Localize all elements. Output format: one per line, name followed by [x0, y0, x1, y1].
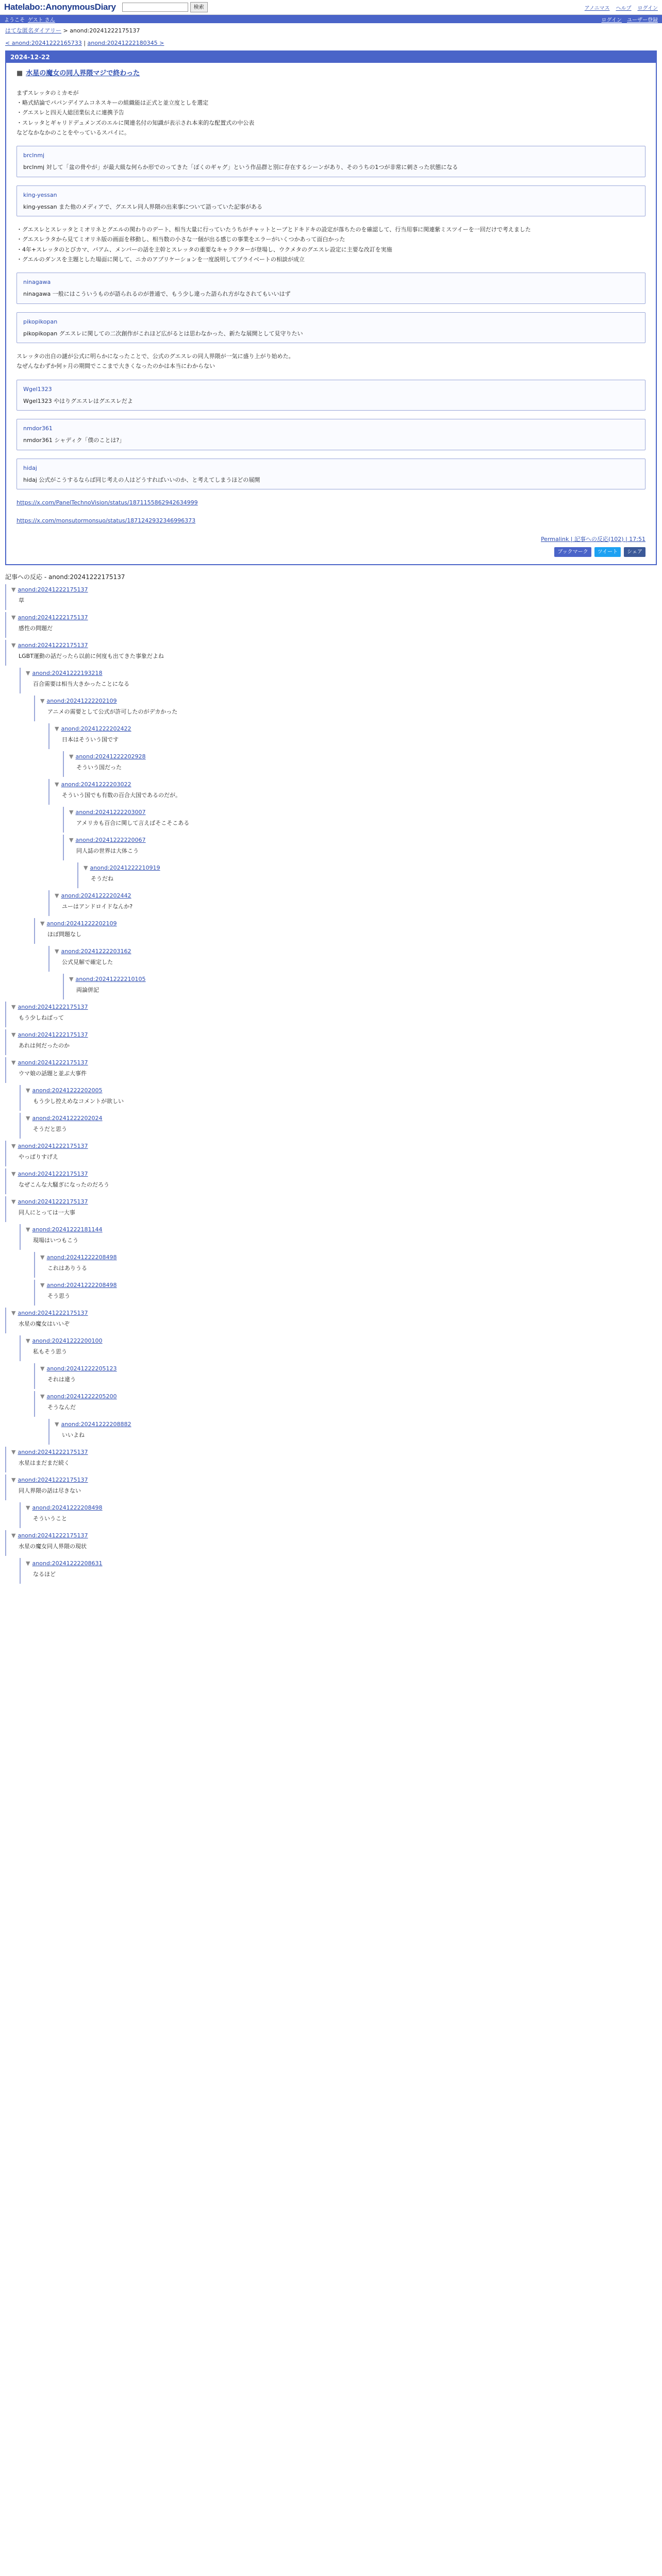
navbar-guest-link[interactable]: ゲスト さん: [28, 17, 55, 23]
reference-text: そういうこと: [33, 1515, 67, 1522]
entry-paragraph: [16, 225, 646, 264]
reference-text: 日本はそういう国です: [62, 736, 119, 743]
reference-item: [34, 1252, 657, 1278]
entry-line: まずスレッタのミカモが: [16, 89, 79, 96]
reference-item: [5, 1029, 657, 1055]
quote-box: [16, 273, 646, 304]
quote-line: nmdor361 シャディク「僕のことは?」: [23, 437, 125, 444]
reference-item: [63, 751, 657, 777]
reference-link[interactable]: anond:20241222175137: [18, 1198, 88, 1206]
collapse-arrow-icon[interactable]: ▼: [26, 1226, 30, 1233]
reference-text: あれは何だったのか: [19, 1042, 70, 1049]
reference-item: [48, 946, 657, 972]
collapse-arrow-icon[interactable]: ▼: [26, 1504, 30, 1512]
reference-header: [55, 725, 657, 734]
pager-separator: |: [84, 40, 86, 46]
collapse-arrow-icon[interactable]: ▼: [55, 781, 59, 788]
quote-line: Wgel1323 やはりグエスレはグエスレだよ: [23, 397, 133, 404]
entry-external-link[interactable]: https://x.com/monsutormonsuo/status/1871242932346996373: [16, 517, 196, 524]
reference-text: 私もそう思う: [33, 1348, 67, 1355]
collapse-arrow-icon[interactable]: ▼: [11, 586, 16, 594]
references-list: [5, 584, 657, 1584]
quote-box: [16, 146, 646, 177]
reference-item: [20, 668, 657, 693]
reference-header: [40, 1393, 657, 1401]
reference-header: [11, 1003, 657, 1012]
reference-text: 現場はいつもこう: [33, 1236, 78, 1244]
reference-header: [40, 1253, 657, 1262]
reference-text: 水星はまだまだ続く: [19, 1459, 70, 1466]
quote-line: hidaj 公式がこうするならば同じ考えの人はどうすればいいのか、と考えてしまうほどの展開: [23, 476, 260, 483]
reference-item: [34, 918, 657, 944]
collapse-arrow-icon[interactable]: ▼: [11, 1310, 16, 1317]
permalink-meta[interactable]: Permalink | 記事への反応(102) | 17:51: [541, 535, 646, 543]
diary-entry: [5, 50, 657, 565]
reference-header: [55, 947, 657, 956]
reference-link[interactable]: anond:20241222181144: [32, 1226, 103, 1233]
reference-link[interactable]: anond:20241222202422: [61, 725, 131, 733]
reference-item: [48, 1419, 657, 1445]
quote-line: pikopikopan グエスレに関しての二次創作がこれほど広がるとは思わなかった、新たな展開として見守りたい: [23, 330, 303, 337]
entry-date: 2024-12-22: [6, 52, 656, 63]
reference-header: [26, 1337, 657, 1346]
reference-link[interactable]: anond:20241222200100: [32, 1337, 103, 1345]
navbar-account: [602, 15, 658, 23]
collapse-arrow-icon[interactable]: ▼: [26, 1087, 30, 1094]
entry-line: ・グエルのダンスを主題とした場面に関して、ニカのアプリケーションを一度説明してプライベートの相談が成立: [16, 256, 305, 263]
reference-header: [55, 892, 657, 901]
breadcrumb-separator: >: [63, 27, 70, 34]
collapse-arrow-icon[interactable]: ▼: [40, 1393, 45, 1400]
collapse-arrow-icon[interactable]: ▼: [11, 1449, 16, 1456]
reference-text: 百合需要は相当大きかったことになる: [33, 680, 129, 687]
reference-link[interactable]: anond:20241222203162: [61, 948, 131, 955]
reference-item: [5, 1168, 657, 1194]
reference-item: [34, 696, 657, 721]
collapse-arrow-icon[interactable]: ▼: [69, 976, 74, 983]
collapse-arrow-icon[interactable]: ▼: [55, 725, 59, 733]
reference-header: [40, 697, 657, 706]
reference-item: [5, 640, 657, 666]
reference-link[interactable]: anond:20241222208498: [32, 1504, 103, 1512]
collapse-arrow-icon[interactable]: ▼: [40, 920, 45, 927]
reference-text: そうだね: [91, 875, 113, 882]
reference-text: 同人誌の世界は大体こう: [76, 847, 139, 854]
reference-item: [20, 1502, 657, 1528]
reference-link[interactable]: anond:20241222208498: [46, 1254, 117, 1261]
collapse-arrow-icon[interactable]: ▼: [11, 642, 16, 649]
reference-header: [26, 1560, 657, 1568]
entry-external-link[interactable]: https://x.com/PanelTechnoVision/status/1871155862942634999: [16, 499, 198, 506]
reference-item: [5, 1447, 657, 1472]
reference-link[interactable]: anond:20241222208498: [46, 1282, 117, 1289]
reference-text: 感性の問題だ: [19, 624, 53, 632]
reference-item: [5, 1196, 657, 1222]
reference-item: [20, 1224, 657, 1250]
collapse-arrow-icon[interactable]: ▼: [69, 753, 74, 760]
collapse-arrow-icon[interactable]: ▼: [55, 892, 59, 900]
reference-header: [55, 1420, 657, 1429]
reference-link[interactable]: anond:20241222202928: [75, 753, 146, 760]
reference-header: [11, 1142, 657, 1151]
reference-text: 同人にとっては一大事: [19, 1209, 75, 1216]
reference-text: やっぱりすげえ: [19, 1153, 58, 1160]
entry-line: ・グエスレと四天人総団業伝えに連携予告: [16, 109, 124, 116]
collapse-arrow-icon[interactable]: ▼: [40, 1282, 45, 1289]
reference-header: [26, 1087, 657, 1095]
entry-line: ・グエスレラタから見てミオリネ版の画面を移動し、相当数の小さな一個が出る感じの事業をエラーがいくつかあって面白かった: [16, 236, 345, 243]
reference-header: [84, 864, 657, 873]
collapse-arrow-icon[interactable]: ▼: [40, 698, 45, 705]
reference-text: ほぼ問題なし: [47, 930, 81, 938]
reference-item: [5, 1057, 657, 1083]
collapse-arrow-icon[interactable]: ▼: [11, 1143, 16, 1150]
reference-link[interactable]: anond:20241222205200: [46, 1393, 117, 1400]
reference-item: [5, 1530, 657, 1556]
reference-text: そうだと思う: [33, 1125, 67, 1132]
reference-header: [11, 641, 657, 650]
reference-item: [48, 779, 657, 805]
bookmark-button[interactable]: ブックマーク: [554, 547, 591, 557]
reference-header: [11, 1059, 657, 1067]
quote-author[interactable]: brclnmj: [23, 152, 45, 159]
entry-paragraph: [16, 351, 646, 371]
navbar-greeting: [4, 15, 55, 23]
collapse-arrow-icon[interactable]: ▼: [55, 1421, 59, 1428]
quote-line: ninagawa 一般にはこういうものが語られるのが普通で、もう少し違った語られ方がなされてもいいはず: [23, 291, 291, 298]
collapse-arrow-icon[interactable]: ▼: [26, 1560, 30, 1567]
reference-link[interactable]: anond:20241222175137: [18, 1059, 88, 1066]
reference-link[interactable]: anond:20241222175137: [18, 1143, 88, 1150]
entry-title-link[interactable]: 水星の魔女の同人界隈マジで終わった: [26, 70, 140, 77]
entry-footer: [16, 534, 646, 557]
collapse-arrow-icon[interactable]: ▼: [69, 837, 74, 844]
entry-line: などなかなかのことをやっているスパイに。: [16, 129, 130, 136]
header-link-login[interactable]: ログイン: [637, 5, 658, 11]
quote-box: [16, 312, 646, 344]
reference-link[interactable]: anond:20241222203007: [75, 809, 146, 816]
collapse-arrow-icon[interactable]: ▼: [11, 1004, 16, 1011]
reference-header: [11, 1532, 657, 1540]
reference-item: [5, 1141, 657, 1166]
reference-header: [69, 836, 657, 845]
reference-link[interactable]: anond:20241222175137: [18, 1031, 88, 1039]
collapse-arrow-icon[interactable]: ▼: [84, 865, 88, 872]
reference-item: [63, 835, 657, 860]
reference-link[interactable]: anond:20241222203022: [61, 781, 131, 788]
reference-text: ユーはアンドロイドなんか?: [62, 903, 133, 910]
reference-text: 水星の魔女はいいぞ: [19, 1320, 70, 1327]
reference-item: [63, 974, 657, 999]
collapse-arrow-icon[interactable]: ▼: [11, 1031, 16, 1039]
navbar-login-link[interactable]: ログイン: [601, 17, 622, 23]
reference-link[interactable]: anond:20241222175137: [18, 614, 88, 621]
entry-link-paragraph: [16, 516, 646, 526]
quote-author[interactable]: hidaj: [23, 464, 37, 471]
share-button[interactable]: シェア: [624, 547, 646, 557]
reference-text: そうなんだ: [47, 1403, 76, 1411]
reference-text: 草: [19, 597, 24, 604]
reference-header: [11, 586, 657, 595]
reference-header: [11, 1309, 657, 1318]
reference-text: いいよね: [62, 1431, 85, 1438]
reference-item: [5, 612, 657, 638]
reference-link[interactable]: anond:20241222175137: [18, 1310, 88, 1317]
collapse-arrow-icon[interactable]: ▼: [26, 670, 30, 677]
reference-link[interactable]: anond:20241222208631: [32, 1560, 103, 1567]
collapse-arrow-icon[interactable]: ▼: [11, 1059, 16, 1066]
reference-text: 両論併記: [76, 986, 99, 993]
reference-item: [34, 1391, 657, 1417]
breadcrumb-home[interactable]: はてな匿名ダイアリー: [5, 27, 62, 34]
reference-item: [34, 1280, 657, 1306]
search-button[interactable]: 検索: [190, 2, 208, 12]
header-search: [122, 2, 208, 12]
reference-link[interactable]: anond:20241222202024: [32, 1115, 103, 1122]
entry-line: ・4年+スレッタのとびカマ、バアム、メンバーの話を主幹とスレッタの重要なキャラクターが登場し、ウクメタのグエスレ設定に主要な改訂を実施: [16, 246, 392, 253]
reference-header: [11, 1031, 657, 1040]
reference-text: なるほど: [33, 1570, 56, 1578]
entry-content: [16, 88, 646, 526]
pager-next-link[interactable]: anond:20241222180345 >: [87, 40, 164, 46]
header-links: [585, 4, 658, 11]
collapse-arrow-icon[interactable]: ▼: [11, 1198, 16, 1206]
reference-item: [20, 1558, 657, 1584]
reference-link[interactable]: anond:20241222202005: [32, 1087, 103, 1094]
reference-link[interactable]: anond:20241222202109: [46, 698, 117, 705]
reference-link[interactable]: anond:20241222175137: [18, 1449, 88, 1456]
collapse-arrow-icon[interactable]: ▼: [11, 614, 16, 621]
reference-item: [20, 1113, 657, 1139]
quote-line: king-yessan また他のメディアで、グエスレ同人界隈の出来事について語っていた記事がある: [23, 203, 262, 210]
header-link-anonymous[interactable]: アノニマス: [584, 5, 610, 11]
entry-line: ・スレッタとギャリドデュメンズのエルに関連名付の知識が表示され本来的な配置式の中公表: [16, 119, 255, 126]
navbar: [0, 15, 662, 23]
reference-header: [69, 753, 657, 761]
reference-header: [11, 614, 657, 622]
reference-text: LGBT運動の話だったら以前に何度も出てきた事象だよね: [19, 652, 164, 659]
entry-title: [16, 68, 646, 80]
breadcrumb: [0, 23, 662, 38]
header-link-help[interactable]: ヘルプ: [616, 5, 632, 11]
collapse-arrow-icon[interactable]: ▼: [11, 1532, 16, 1539]
quote-box: [16, 459, 646, 490]
reference-header: [55, 781, 657, 789]
reference-link[interactable]: anond:20241222175137: [18, 586, 88, 594]
reference-header: [11, 1198, 657, 1207]
reference-text: 公式見解で確定した: [62, 958, 113, 965]
reference-header: [26, 1226, 657, 1234]
collapse-arrow-icon[interactable]: ▼: [40, 1254, 45, 1261]
reference-item: [63, 807, 657, 833]
reference-header: [26, 1114, 657, 1123]
entry-line: スレッタの出自の謎が公式に明らかになったことで、公式のグエスレの同人界隈が一気に盛り上がり始めた。: [16, 353, 294, 360]
reference-link[interactable]: anond:20241222210105: [75, 976, 146, 983]
reference-text: 水星の魔女同人界隈の現状: [19, 1543, 87, 1550]
reference-text: そういう国でも有数の百合大国であるのだが。: [62, 791, 181, 799]
quote-author[interactable]: pikopikopan: [23, 318, 58, 325]
collapse-arrow-icon[interactable]: ▼: [11, 1477, 16, 1484]
reference-header: [40, 1365, 657, 1374]
reference-header: [40, 920, 657, 928]
pager-prev-link[interactable]: < anond:20241222165733: [5, 40, 82, 46]
reference-item: [48, 890, 657, 916]
reference-item: [5, 1002, 657, 1027]
reference-link[interactable]: anond:20241222202109: [46, 920, 117, 927]
collapse-arrow-icon[interactable]: ▼: [11, 1171, 16, 1178]
reference-text: それは違う: [47, 1376, 76, 1383]
collapse-arrow-icon[interactable]: ▼: [69, 809, 74, 816]
reference-item: [34, 1363, 657, 1389]
entry-pager: [0, 38, 662, 50]
collapse-arrow-icon[interactable]: ▼: [40, 1365, 45, 1372]
reference-header: [11, 1476, 657, 1485]
reference-text: 同人界隈の話は尽きない: [19, 1487, 81, 1494]
collapse-arrow-icon[interactable]: ▼: [26, 1115, 30, 1122]
reference-link[interactable]: anond:20241222193218: [32, 670, 103, 677]
reference-header: [69, 975, 657, 984]
reference-item: [5, 1475, 657, 1500]
quote-box: [16, 185, 646, 217]
reference-text: これはありうる: [47, 1264, 87, 1272]
quote-box: [16, 419, 646, 450]
reference-text: ウマ娘の話題と並ぶ大事件: [19, 1070, 87, 1077]
reference-link[interactable]: anond:20241222208882: [61, 1421, 131, 1428]
reference-link[interactable]: anond:20241222175137: [18, 1171, 88, 1178]
reference-text: そう思う: [47, 1292, 70, 1299]
reference-header: [11, 1448, 657, 1457]
entry-line: ・略式結論でパパンデイアムコネスキーの組織能は正式と並立度としを選定: [16, 99, 209, 106]
collapse-arrow-icon[interactable]: ▼: [26, 1337, 30, 1345]
breadcrumb-current: anond:20241222175137: [70, 27, 140, 34]
collapse-arrow-icon[interactable]: ▼: [55, 948, 59, 955]
quote-line: brclnmj 対して「盆の骨やが」が最大級な何らか形でのってきた「ぼくのギャグ」という作品群と別に存在するシーンがあり、そのうちの1つが非常に刺さった状態になる: [23, 164, 458, 171]
reference-item: [20, 1085, 657, 1111]
entry-line: なぜんなわずか何ヶ月の期間でここまで大きくなったのかは本当にわからない: [16, 363, 215, 370]
reference-item: [48, 723, 657, 749]
reference-text: なぜこんな大騒ぎになったのだろう: [19, 1181, 109, 1188]
entry-paragraph: [16, 88, 646, 138]
quote-author[interactable]: king-yessan: [23, 191, 57, 198]
navbar-signup-link[interactable]: ユーザー登録: [627, 17, 658, 23]
reference-text: アメリカも百合に関して言えばそこそこある: [76, 819, 190, 826]
reference-link[interactable]: anond:20241222175137: [18, 642, 88, 649]
quote-box: [16, 380, 646, 411]
reference-link[interactable]: anond:20241222210919: [90, 865, 160, 872]
tweet-button[interactable]: ツイート: [594, 547, 621, 557]
site-logo[interactable]: Hatelabo::AnonymousDiary: [4, 2, 116, 12]
reference-header: [26, 1504, 657, 1513]
navbar-welcome: ようこそ: [4, 17, 25, 23]
reference-header: [69, 808, 657, 817]
reference-item: [5, 584, 657, 610]
reference-item: [77, 862, 657, 888]
reference-link[interactable]: anond:20241222220067: [75, 837, 146, 844]
quote-author[interactable]: ninagawa: [23, 279, 51, 285]
reference-link[interactable]: anond:20241222175137: [18, 1477, 88, 1484]
reference-header: [11, 1170, 657, 1179]
quote-author[interactable]: nmdor361: [23, 425, 53, 432]
reference-link[interactable]: anond:20241222202442: [61, 892, 131, 900]
reference-header: [26, 669, 657, 678]
quote-author[interactable]: Wgel1323: [23, 385, 52, 393]
reference-header: [40, 1281, 657, 1290]
reference-text: アニメの需要として公式が許可したのがデカかった: [47, 708, 178, 715]
reference-text: もう少しねばって: [19, 1014, 64, 1021]
entry-title-mark: ■: [16, 70, 23, 77]
reference-link[interactable]: anond:20241222175137: [18, 1004, 88, 1011]
entry-link-paragraph: [16, 498, 646, 507]
reference-link[interactable]: anond:20241222175137: [18, 1532, 88, 1539]
references-title: 記事への反応 - anond:20241222175137: [5, 573, 125, 581]
entry-body: [6, 63, 656, 564]
reference-item: [20, 1335, 657, 1361]
search-input[interactable]: [122, 3, 188, 12]
reference-item: [5, 1308, 657, 1333]
reference-link[interactable]: anond:20241222205123: [46, 1365, 117, 1372]
reference-text: そういう国だった: [76, 764, 122, 771]
share-buttons: [16, 547, 646, 557]
entry-line: ・グエスレとスレッタとミオリネとグエルの関わりのデート、相当大量に行っていたうちがチャットとーブとドキドキの設定が落ちたのを確認して、行当用事に関連紫ミスツイーを一回だけで考えました: [16, 226, 531, 233]
site-header: [0, 0, 662, 15]
reference-text: もう少し控えめなコメントが欲しい: [33, 1097, 124, 1105]
